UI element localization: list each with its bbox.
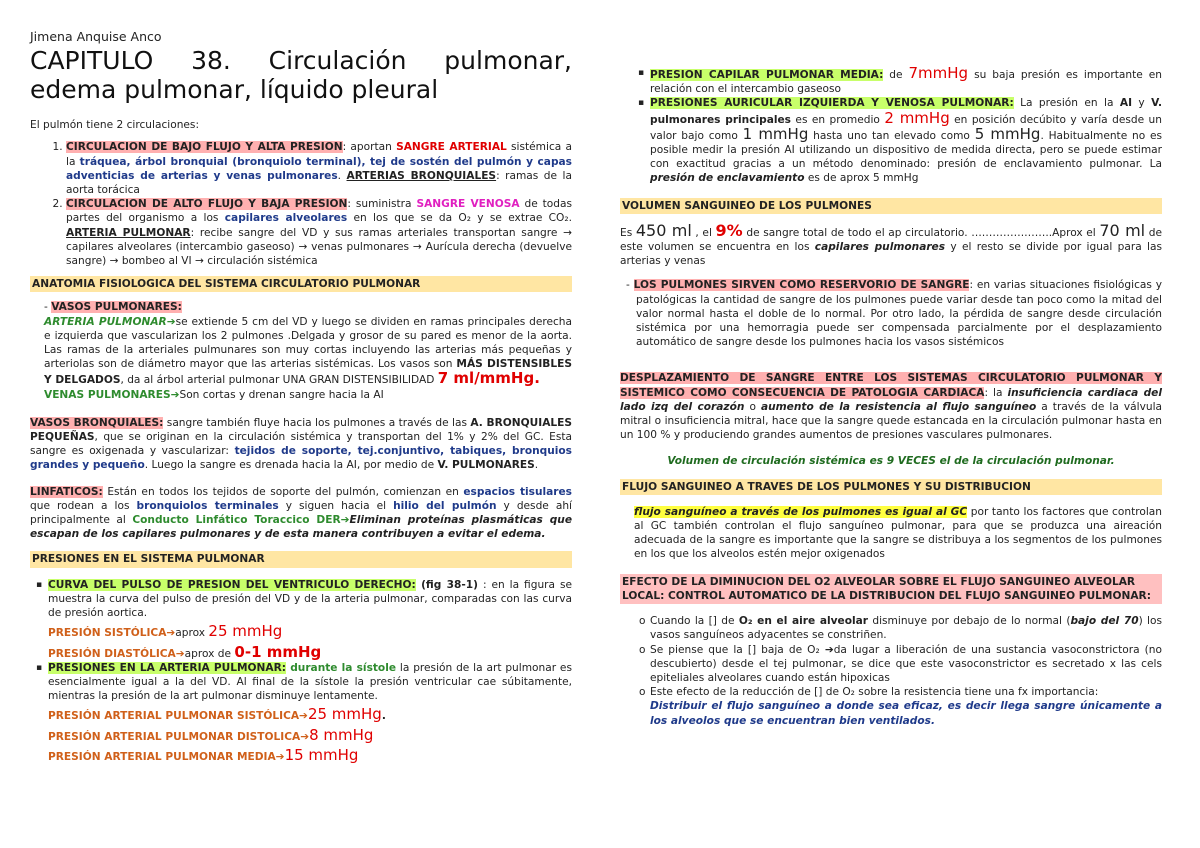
page-title: CAPITULO 38. Circulación pulmonar, [30, 46, 572, 76]
arrow-icon: ➔ [170, 388, 180, 401]
section-header-anatomia: ANATOMIA FISIOLOGICA DEL SISTEMA CIRCULATORIO PULMONAR [30, 276, 572, 292]
list-item: o Este efecto de la reducción de [] de O₂ sobre la resistencia tiene una fx importancia: Distribuir el flujo sanguíneo a donde sea eficaz, es decir llega sangre únicamente a los alveolos que se encuentran bien ventilados. [650, 685, 1162, 728]
presiones-cont-list [620, 66, 1162, 186]
pap-media-line: PRESIÓN ARTERIAL PULMONAR MEDIA➔15 mmHg [48, 745, 359, 764]
efecto-list [620, 614, 1162, 728]
vasos-pulmonares-head: - VASOS PULMONARES: [44, 301, 182, 314]
arrow-icon: ➔ [166, 627, 176, 640]
arrow-icon: ➔ [166, 315, 176, 328]
presion-diastolica-line: PRESIÓN DIASTÓLICA➔aprox de 0-1 mmHg [48, 642, 322, 661]
right-column [620, 66, 1162, 728]
arrow-icon: ➔ [275, 750, 285, 763]
list-item: o Se piense que la [] baja de O₂ ➔da lugar a liberación de una sustancia vasoconstrictora (no descubierto) desde el tej pulmonar, se dice que este vasoconstrictor es secretado x las cels epiteliales alveolares cuando están hipoxicas [650, 643, 1162, 686]
arrow-icon: ➔ [175, 647, 185, 660]
page-title-line2: edema pulmonar, líquido pleural [30, 75, 439, 105]
list-item: ▪ PRESIONES AURICULAR IZQUIERDA Y VENOSA PULMONAR: La presión en la AI y V. pulmonares principales es en promedio 2 mmHg en posición decúbito y varía desde un valor bajo como 1 mmHg hasta uno tan elevado como 5 mmHg. Habitualmente no es posible medir la presión AI utilizando un dispositivo de medida directa, pero se puede estimar con exactitud gracias a un método denominado: presión de enclavamiento pulmonar. La presión de enclavamiento es de aprox 5 mmHg [650, 96, 1162, 185]
section-header-presiones: PRESIONES EN EL SISTEMA PULMONAR [30, 551, 572, 567]
presiones-list [30, 578, 572, 764]
volumen-sistemico-note: Volumen de circulación sistémica es 9 VECES el de la circulación pulmonar. [667, 455, 1115, 468]
item2-head: CIRCULACION DE ALTO FLUJO Y BAJA PRESION [66, 198, 348, 211]
linfaticos-text: LINFATICOS: Están en todos los tejidos de soporte del pulmón, comienzan en espacios tisulares que rodean a los bronquiolos terminales y siguen hacia el hilio del pulmón y desde ahí principalmente al Conducto Linfático Toraccico DER➔Eliminan proteínas plasmáticas que escapan de los capilares pulmonares y de esta manera contribuyen a evitar el edema. [30, 485, 572, 541]
pap-sistolica-line: PRESIÓN ARTERIAL PULMONAR SISTÓLICA➔25 mmHg. [48, 705, 386, 724]
arrow-icon: ➔ [824, 643, 834, 656]
list-item: ▪ CURVA DEL PULSO DE PRESION DEL VENTRICULO DERECHO: (fig 38-1) : en la figura se muestra la curva del pulso de presión del VD y de la arteria pulmonar, comparadas con las curva de presión aortica. PRESIÓN SISTÓLICA➔aprox 25 mmHg PRESIÓN DIASTÓLICA➔aprox de 0-1 mmHg [48, 578, 572, 661]
venas-pulmonares-text: VENAS PULMONARES➔Son cortas y drenan sangre hacia la AI [44, 388, 384, 401]
reservorio-text: - LOS PULMONES SIRVEN COMO RESERVORIO DE SANGRE: en varias situaciones fisiológicas y patológicas la cantidad de sangre de los pulmones puede variar desde tan poco como la mitad del valor normal hasta el doble de lo normal. Por otro lado, la pérdida de sangre desde circulación sistémica por una hemorragia puede ser compensada parcialmente por el desplazamiento automático de sangre desde los pulmones hacia los vasos sistémicos [626, 279, 1162, 349]
item1-head: CIRCULACION DE BAJO FLUJO Y ALTA PRESION [66, 141, 343, 154]
circulations-list [30, 140, 572, 268]
presion-sistolica-line: PRESIÓN SISTÓLICA➔aprox 25 mmHg [48, 622, 283, 641]
list-item: ▪ PRESION CAPILAR PULMONAR MEDIA: de 7mmHg su baja presión es importante en relación con el intercambio gaseoso [650, 66, 1162, 96]
desplazamiento-text: DESPLAZAMIENTO DE SANGRE ENTRE LOS SISTEMAS CIRCULATORIO PULMONAR Y SISTEMICO COMO CONSECUENCIA DE PATOLOGIA CARDIACA: la insuficiencia cardiaca del lado izq del corazón o aumento de la resistencia al flujo sanguíneo a través de la válvula mitral o insuficiencia mitral, hace que la sangre quede estancada en la circulación pulmonar hasta en un 100 % y produciendo grandes aumentos de presiones vasculares pulmonares. [620, 372, 1163, 442]
arrow-icon: ➔ [300, 730, 310, 743]
flujo-text: flujo sanguíneo a través de los pulmones es igual al GC por tanto los factores que controlan al GC también controlan el flujo sanguíneo pulmonar, para que se produzca una aireación adecuada de la sangre es importante que la sangre se distribuya a los segmentos de los pulmones en los que los alveolos estén mejor oxigenados [634, 505, 1162, 561]
section-header-flujo: FLUJO SANGUINEO A TRAVES DE LOS PULMONES Y SU DISTRIBUCION [620, 479, 1162, 495]
section-header-volumen: VOLUMEN SANGUINEO DE LOS PULMONES [620, 198, 1162, 214]
intro-text: El pulmón tiene 2 circulaciones: [30, 119, 200, 132]
pap-diastolica-line: PRESIÓN ARTERIAL PULMONAR DISTOLICA➔8 mmHg [48, 725, 374, 744]
author-name: Jimena Anquise Anco [30, 29, 162, 44]
volumen-text: Es 450 ml , el 9% de sangre total de todo el ap circulatorio. …………………..Aprox el 70 ml de este volumen se encuentra en los capilares pulmonares y el resto se divide por igual para las arterias y venas [620, 220, 1163, 268]
list-item: 1. CIRCULACION DE BAJO FLUJO Y ALTA PRESION: aportan SANGRE ARTERIAL sistémica a la tráquea, árbol bronquial (bronquiolo terminal), tej de sostén del pulmón y capas adventicias de arterias y venas pulmonares. ARTERIAS BRONQUIALES: ramas de la aorta torácica [66, 140, 572, 197]
left-column [30, 30, 572, 764]
list-item: 2. CIRCULACION DE ALTO FLUJO Y BAJA PRESION: suministra SANGRE VENOSA de todas partes del organismo a los capilares alveolares en los que se da O₂ y se extrae CO₂. ARTERIA PULMONAR: recibe sangre del VD y sus ramas arteriales transportan sangre → capilares alveolares (intercambio gaseoso) → venas pulmonares → Aurícula derecha (devuelve sangre) → bombeo al VI → circulación sistémica [66, 197, 572, 268]
bronquiales-text: VASOS BRONQUIALES: sangre también fluye hacia los pulmones a través de las A. BRONQUIALES PEQUEÑAS, que se originan en la circulación sistémica y transportan del 1% y 2% del GC. Esta sangre es oxigenada y vascularizar: tejidos de soporte, tej.conjuntivo, tabiques, bronquios grandes y pequeño. Luego la sangre es drenada hacia la AI, por medio de V. PULMONARES. [30, 416, 573, 472]
list-item: ▪ PRESIONES EN LA ARTERIA PULMONAR: durante la sístole la presión de la art pulmonar es esencialmente igual a la del VD. Al final de la sístole la presión ventricular cae súbitamente, mientras la presión de la art pulmonar disminuye lentamente. PRESIÓN ARTERIAL PULMONAR SISTÓLICA➔25 mmHg. PRESIÓN ARTERIAL PULMONAR DISTOLICA➔8 mmHg PRESIÓN ARTERIAL PULMONAR MEDIA➔15 mmHg [48, 661, 572, 764]
arrow-icon: ➔ [340, 514, 350, 527]
arrow-icon: ➔ [299, 710, 308, 723]
arteria-pulmonar-text: ARTERIA PULMONAR➔se extiende 5 cm del VD y luego se dividen en ramas principales derecha e izquierda que vascularizan los 2 pulmones .Delgada y grosor de su pared es menor de la aorta. Las ramas de la arteriales pulmunares son muy cortas incluyendo las arterias más pequeñas y arteriolas son de diámetro mayor que las arterias sistémicas. Los vasos son MÁS DISTENSIBLES Y DELGADOS, da al árbol arterial pulmonar UNA GRAN DISTENSIBILIDAD 7 ml/mmHg. [44, 315, 573, 388]
section-header-efecto: EFECTO DE LA DIMINUCION DEL O2 ALVEOLAR SOBRE EL FLUJO SANGUINEO ALVEOLAR LOCAL: CONTROL AUTOMATICO DE LA DISTRIBUCION DEL FLUJO SANGUINEO PULMONAR: [620, 574, 1162, 604]
list-item: o Cuando la [] de O₂ en el aire alveolar disminuye por debajo de lo normal (bajo del 70) los vasos sanguíneos adyacentes se constriñen. [650, 614, 1162, 642]
